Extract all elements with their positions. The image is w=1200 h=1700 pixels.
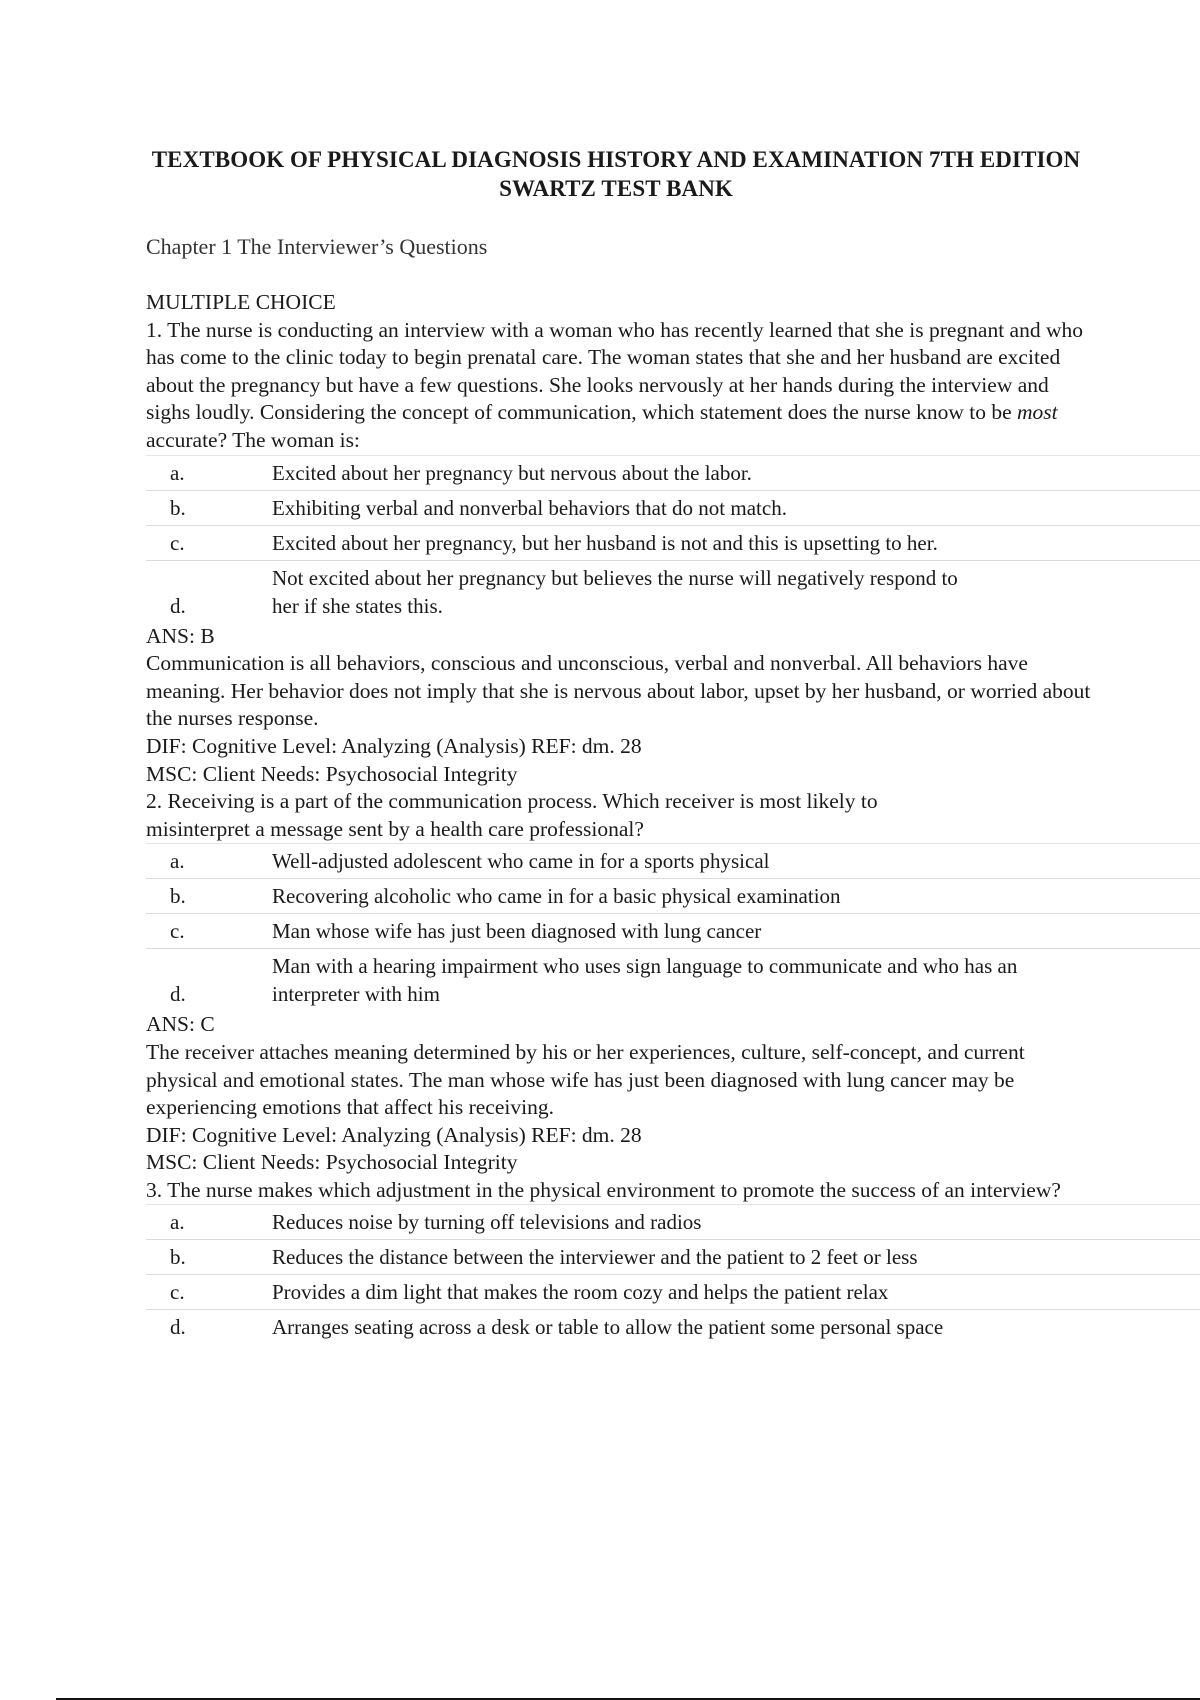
question-1-dif: DIF: Cognitive Level: Analyzing (Analysis) REF: dm. 28 (146, 733, 642, 758)
option-row (146, 525, 1200, 560)
option-row (146, 914, 1200, 949)
section-heading: MULTIPLE CHOICE (146, 290, 336, 314)
question-1-stem-before: 1. The nurse is conducting an interview with a woman who has recently learned that she is pregnant and who has come to the clinic today to begin prenatal care. The woman states that she and her husband are excited about the pregnancy but have a few questions. She looks nervously at her hands during the interview and sighs loudly. Considering the concept of communication, which statement does the nurse know to be (146, 317, 1083, 425)
question-1-options (146, 455, 1200, 623)
question-1-rationale: Communication is all behaviors, conscious and unconscious, verbal and nonverbal. All behaviors have meaning. Her behavior does not imply that she is nervous about labor, upset by her husband, or worried about the nurses response. (146, 651, 1091, 731)
question-2-stem: 2. Receiving is a part of the communication process. Which receiver is most likely to misinterpret a message sent by a health care professional? (146, 789, 878, 841)
option-text: Not excited about her pregnancy but believes the nurse will negatively respond to her if she states this. (272, 560, 1200, 623)
question-2-msc: MSC: Client Needs: Psychosocial Integrity (146, 1150, 518, 1175)
option-letter: b. (146, 879, 272, 914)
question-1-stem-after: accurate? The woman is: (146, 427, 360, 452)
option-text: Exhibiting verbal and nonverbal behaviors that do not match. (272, 490, 1200, 525)
option-row (146, 949, 1200, 1012)
option-letter: c. (146, 914, 272, 949)
option-text: Excited about her pregnancy, but her husband is not and this is upsetting to her. (272, 525, 1200, 560)
question-1-answer: ANS: B (146, 623, 215, 648)
option-letter: d. (146, 949, 272, 1012)
document-title: TEXTBOOK OF PHYSICAL DIAGNOSIS HISTORY AND EXAMINATION 7TH EDITION SWARTZ TEST BANK (151, 147, 1081, 201)
option-letter: a. (146, 1205, 272, 1240)
option-row (146, 1310, 1200, 1345)
option-text: Man whose wife has just been diagnosed with lung cancer (272, 914, 1200, 949)
option-text: Reduces the distance between the interviewer and the patient to 2 feet or less (272, 1240, 1200, 1275)
option-text: Excited about her pregnancy but nervous about the labor. (272, 455, 1200, 490)
option-text: Recovering alcoholic who came in for a basic physical examination (272, 879, 1200, 914)
option-letter: a. (146, 455, 272, 490)
question-1-msc: MSC: Client Needs: Psychosocial Integrity (146, 761, 518, 786)
option-row (146, 1240, 1200, 1275)
option-row (146, 455, 1200, 490)
question-2-dif: DIF: Cognitive Level: Analyzing (Analysis) REF: dm. 28 (146, 1122, 642, 1147)
chapter-heading: Chapter 1 The Interviewer’s Questions (146, 234, 488, 259)
option-letter: b. (146, 1240, 272, 1275)
option-letter: d. (146, 560, 272, 623)
option-letter: c. (146, 525, 272, 560)
question-1-stem (146, 317, 1096, 455)
option-letter: c. (146, 1275, 272, 1310)
option-text: Well-adjusted adolescent who came in for a sports physical (272, 844, 1200, 879)
option-row (146, 1275, 1200, 1310)
option-text: Reduces noise by turning off televisions and radios (272, 1205, 1200, 1240)
question-2-options (146, 843, 1200, 1011)
option-row (146, 879, 1200, 914)
question-2-answer: ANS: C (146, 1012, 215, 1037)
option-row (146, 560, 1200, 623)
option-letter: a. (146, 844, 272, 879)
option-letter: b. (146, 490, 272, 525)
option-letter: d. (146, 1310, 272, 1345)
option-text: Man with a hearing impairment who uses sign language to communicate and who has an interpreter with him (272, 949, 1200, 1012)
option-row (146, 844, 1200, 879)
option-row (146, 490, 1200, 525)
question-2-rationale: The receiver attaches meaning determined by his or her experiences, culture, self-concept, and current physical and emotional states. The man whose wife has just been diagnosed with lung cancer may be experiencing emotions that affect his receiving. (146, 1039, 1025, 1120)
question-content (146, 289, 1200, 1344)
option-row (146, 1205, 1200, 1240)
question-3-options (146, 1204, 1200, 1344)
question-3-stem: 3. The nurse makes which adjustment in the physical environment to promote the success of an interview? (146, 1177, 1061, 1202)
question-1-stem-emphasis: most (1016, 400, 1058, 425)
option-text: Provides a dim light that makes the room cozy and helps the patient relax (272, 1275, 1200, 1310)
option-text: Arranges seating across a desk or table to allow the patient some personal space (272, 1310, 1200, 1345)
